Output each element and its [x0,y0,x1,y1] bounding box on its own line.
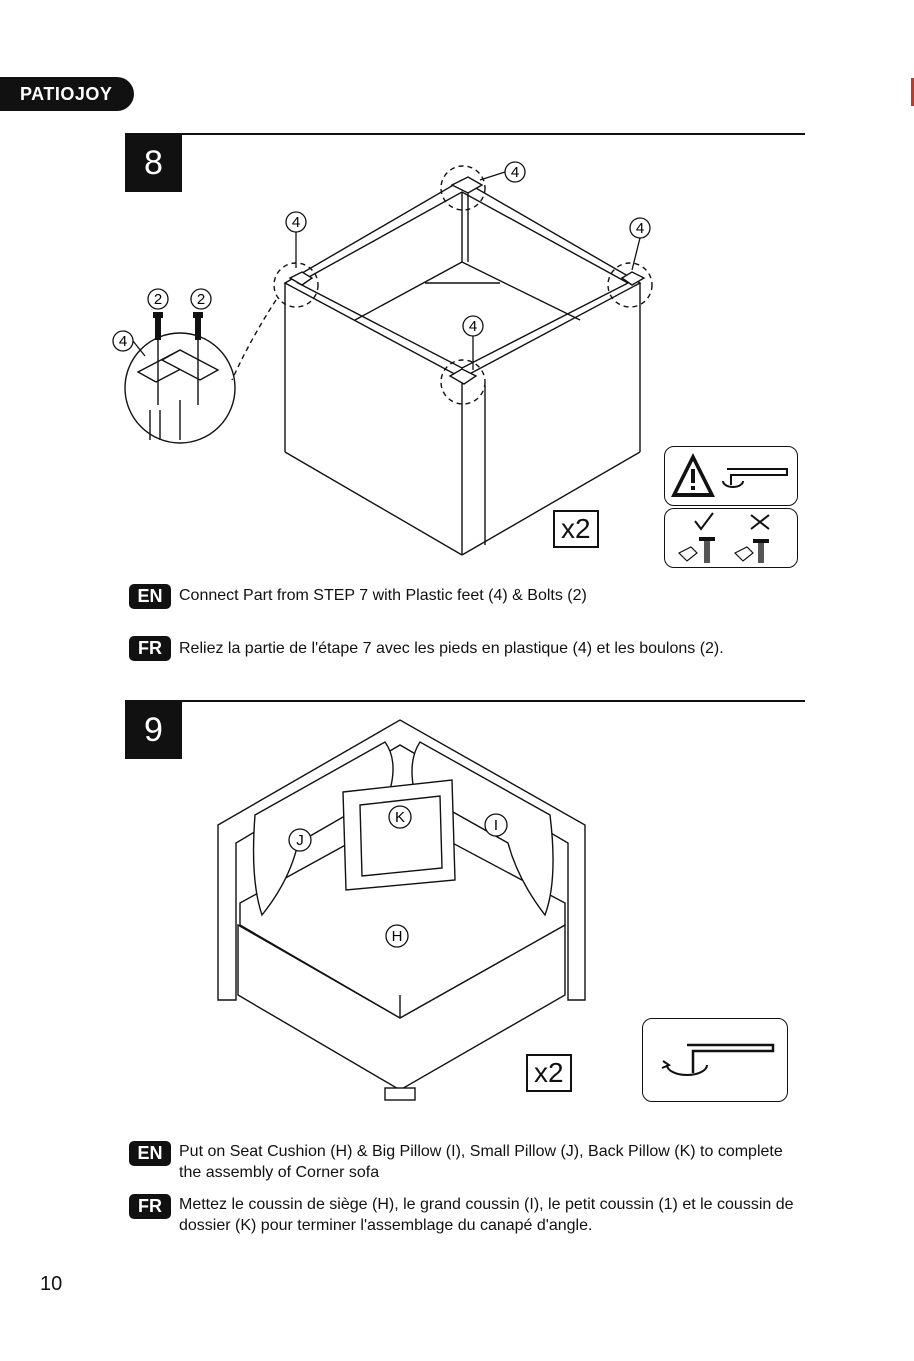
callout-detail-foot: 4 [118,333,128,350]
allen-key-icon [643,1019,787,1101]
label-small-pillow: J [296,832,304,849]
callout-bolt-b: 2 [196,291,206,308]
step-9-en-tag: EN [129,1141,171,1166]
step-9-fr-tag: FR [129,1194,171,1219]
step-9-quantity: x2 [526,1054,572,1092]
step-8-fr-text: Reliez la partie de l'étape 7 avec les pieds en plastique (4) et les boulons (2). [179,640,724,657]
allen-key-panel [642,1018,788,1102]
step-8-quantity: x2 [553,510,599,548]
callout-bolt-a: 2 [153,291,163,308]
label-back-pillow: K [394,809,406,826]
step-9-number: 9 [125,702,182,759]
callout-foot-front: 4 [468,318,478,335]
step-8-number: 8 [125,135,182,192]
step-8-en-tag: EN [129,584,171,609]
label-seat-cushion: H [391,928,403,945]
step-8-fr-tag: FR [129,636,171,661]
callout-foot-left: 4 [291,214,301,231]
label-big-pillow: I [493,817,499,834]
callout-foot-right: 4 [635,220,645,237]
callout-foot-top: 4 [510,164,520,181]
brand-logo: PATIOJOY [0,77,134,111]
step-9-en-text: Put on Seat Cushion (H) & Big Pillow (I), Small Pillow (J), Back Pillow (K) to complete the assembly of Corner sofa [179,1143,783,1181]
page-number: 10 [40,1273,63,1295]
step-8-en-text: Connect Part from STEP 7 with Plastic feet (4) & Bolts (2) [179,587,587,604]
step-9-fr-text: Mettez le coussin de siège (H), le grand coussin (I), le petit coussin (1) et le coussin de dossier (K) pour terminer l'assemblage du canapé d'angle. [179,1196,794,1234]
